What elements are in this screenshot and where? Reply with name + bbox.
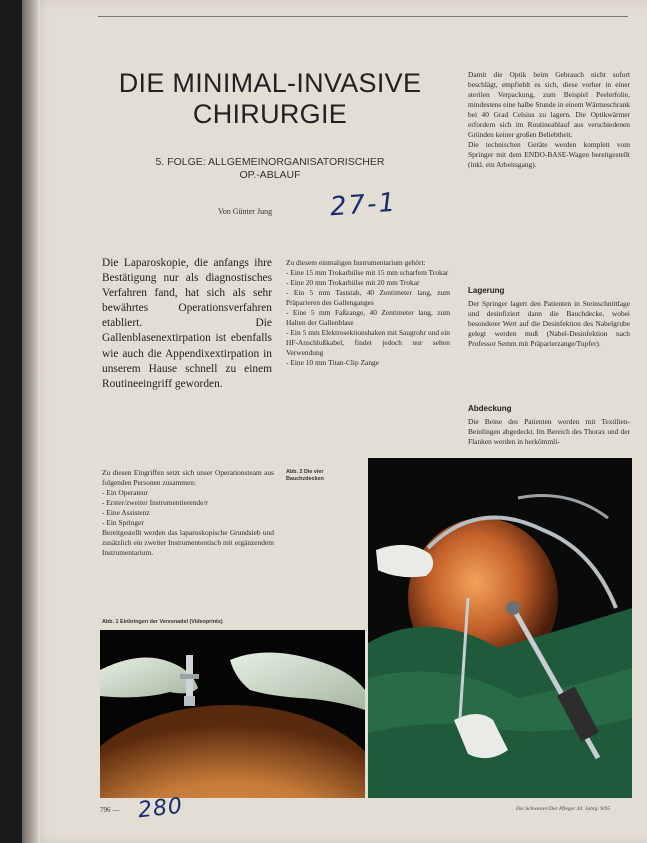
team-item: - Eine Assistenz [102, 508, 150, 517]
team-outro: Bereitgestellt werden das laparoskopische Grundsieb und zusätzlich ein zweiter Instrumententisch mit ergänzendem Instrumentarium. [102, 528, 274, 557]
figure-2-illustration [368, 458, 632, 798]
abdeckung-paragraph: Die Beine des Patienten werden mit Textilien-Beinlingen abgedeckt. Im Bereich des Thorax und der Flanken werden in herkömmli- [468, 417, 630, 446]
instrument-item: - Eine 15 mm Trokarhülse mit 15 mm scharfem Trokar [286, 268, 449, 277]
section-abdeckung [468, 404, 630, 447]
title-line-2: CHIRURGIE [192, 99, 348, 129]
subtitle-line-1: 5. FOLGE: ALLGEMEINORGANISATORISCHER [155, 156, 385, 168]
figure-1-caption: Abb. 1 Einbringen der Veresnadel (Videoprints) [102, 619, 223, 625]
lagerung-paragraph: Der Springer lagert den Patienten in Steinschnittlage und desinfiziert dann die Bauchdecke, wobei besonderer Wert auf die Desinfektion des Nabelgrube gelegt werden muß (Nabel-Desinfektion nach Professor Semm mit Präparierzange/Tupfer). [468, 299, 630, 348]
instrument-item: - Eine 5 mm Faßzange, 40 Zentimeter lang, zum Halten der Gallenblase [286, 308, 450, 327]
section-lagerung [468, 286, 630, 349]
journal-footer: Die Schwester/Der Pfleger 34. Jahrg. 9/95 [516, 806, 611, 812]
instruments-intro: Zu diesem einmaligen Instrumentarium gehört: [286, 258, 426, 267]
article-subtitle [100, 156, 440, 182]
optics-paragraph: Damit die Optik beim Gebrauch nicht sofort beschlägt, empfiehlt es sich, diese vorher in einer sterilen Verpackung, zum Beispiel Peelerfolie, mindestens eine halbe Stunde in einem Wärmeschrank bei 40 Grad Celsius zu lagern. Die Optikwärmer erfordern sich im Routineablauf aus verschiedenen Gründen keiner großen Beliebtheit. [468, 70, 630, 139]
article-title [100, 68, 440, 130]
title-line-1: DIE MINIMAL-INVASIVE [118, 68, 422, 98]
heading-lagerung: Lagerung [468, 286, 505, 295]
subtitle-line-2: OP.-ABLAUF [239, 169, 301, 181]
equipment-paragraph: Die technischen Geräte werden komplett vom Springer mit dem ENDO-BASE-Wagen bereitgestellt (inkl. ein Arbeitsgang). [468, 140, 630, 169]
book-spine-shadow [22, 0, 40, 843]
team-item: - Erster/zweiter Instrumentierende/r [102, 498, 208, 507]
figure-1-illustration [100, 630, 365, 798]
team-item: - Ein Springer [102, 518, 144, 527]
instrument-item: - Ein 5 mm Taststab, 40 Zentimeter lang, zum Präparieren des Gallenganges [286, 288, 450, 307]
team-intro: Zu diesen Eingriffen setzt sich unser Operationsteam aus folgenden Personen zusammen: [102, 468, 274, 487]
instrument-item: - Ein 5 mm Elektrosektionshaken mit Saugrohr und ein HF-Anschlußkabel, findet jedoch nur selten Verwendung [286, 328, 450, 357]
instrument-item: - Eine 20 mm Trokarhülse mit 20 mm Trokar [286, 278, 420, 287]
handwritten-note: 27-1 [329, 187, 398, 223]
column-optics [468, 70, 630, 170]
lead-paragraph: Die Laparoskopie, die anfangs ihre Bestätigung nur als diagnostisches Verfahren fand, hat sich als sehr bewährtes Operationsverfahren etabliert. Die Gallenblasenextirpation ist ebenfalls wie auch die Appendixextirpation in unserem Hause schnell zu einem Routineeingriff geworden. [102, 257, 272, 390]
figure-1-photo [100, 630, 365, 798]
instrument-item: - Eine 10 mm Titan-Clip Zange [286, 358, 379, 367]
column-team [102, 468, 274, 558]
figure-2-photo [368, 458, 632, 798]
column-instruments [286, 258, 450, 368]
heading-abdeckung: Abdeckung [468, 404, 512, 413]
header-rule [98, 16, 628, 17]
page-number: 796 — [100, 806, 120, 814]
handwritten-page-number: 280 [136, 793, 185, 824]
figure-2-caption: Abb. 2 Die vier Bauchzdecken [286, 469, 324, 482]
author-byline: Von Günter Jung [218, 207, 273, 216]
team-item: - Ein Operateur [102, 488, 148, 497]
